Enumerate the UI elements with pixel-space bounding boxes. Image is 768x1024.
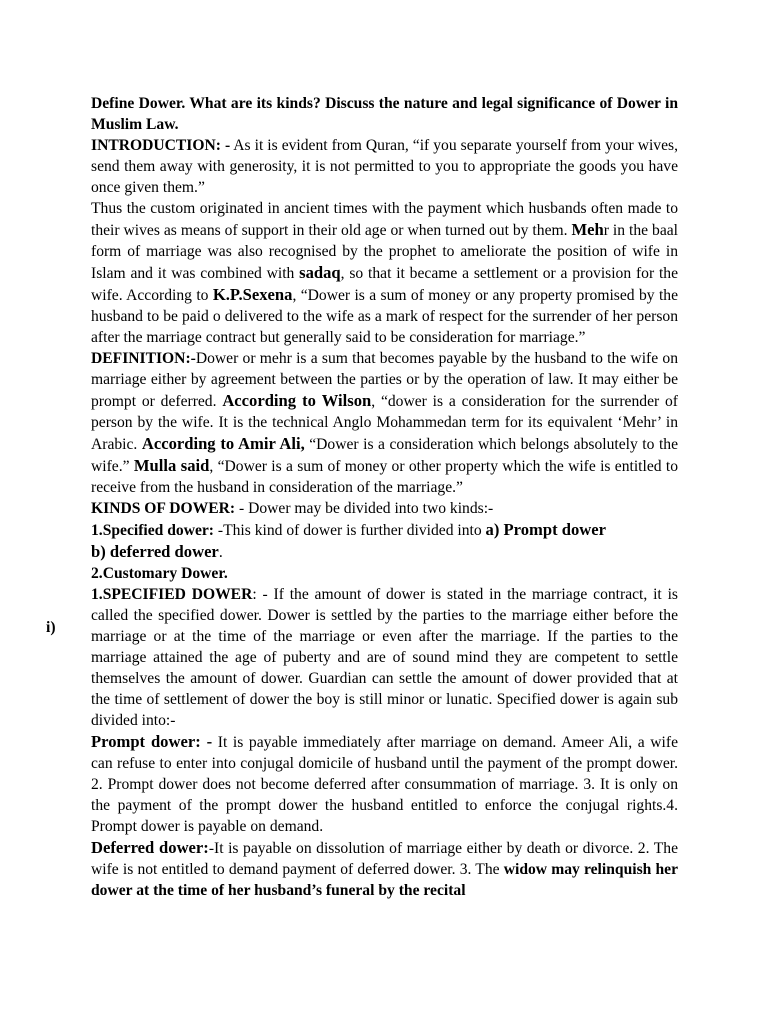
definition-heading: DEFINITION:- [91,350,196,367]
specified-dower-heading: 1.SPECIFIED DOWER [91,586,253,603]
deferred-dower-paragraph: Deferred dower:-It is payable on dissolution of marriage either by death or divorce. 2. The wife is not entitled to demand payment of deferred dower. 3. The widow may relinquish her dower at the time of her husband’s funeral by the recital [91,838,679,899]
list-marker: i) [46,619,56,636]
specified-dower-kind: 1.Specified dower: -This kind of dower is further divided into a) Prompt dower b) deferred dower. [91,520,606,561]
deferred-dower-heading: Deferred dower: [91,838,209,857]
introduction-paragraph: INTRODUCTION: - As it is evident from Quran, “if you separate yourself from your wives, send them away with generosity, it is not permitted to you to appropriate the goods you have once given them.” [91,137,678,196]
prompt-dower-heading: Prompt dower: - [91,732,213,751]
kinds-heading: KINDS OF DOWER: [91,500,236,517]
custom-paragraph: Thus the custom originated in ancient times with the payment which husbands often made to their wives as means of support in their old age or when turned out by them. Mehr in the baal form of marriage was also recognised by the prophet to ameliorate the position of wife in Islam and it was combined with sadaq, so that it became a settlement or a provision for the wife. According to K.P.Sexena, “Dower is a sum of money or any property promised by the husband to be paid o delivered to the wife as a mark of respect for the surrender of her person after the marriage contract but generally said to be consideration for marriage.” [91,200,678,346]
prompt-dower-paragraph: Prompt dower: - It is payable immediately after marriage on demand. Ameer Ali, a wife can refuse to enter into conjugal domicile of husband until the payment of the prompt dower. 2. Prompt dower does not become deferred after consummation of marriage. 3. It is only on the payment of the prompt dower the husband entitled to enforce the conjugal rights.4. Prompt dower is payable on demand. [91,732,678,835]
customary-dower-kind: 2.Customary Dower. [91,565,228,582]
kinds-paragraph: KINDS OF DOWER: - Dower may be divided into two kinds:- [91,500,494,517]
specified-dower-paragraph: 1.SPECIFIED DOWER: - If the amount of dower is stated in the marriage contract, it is called the specified dower. Dower is settled by the parties to the marriage either before the marriage or at the time of the marriage or even after the marriage. If the parties to the marriage attained the age of puberty and are of sound mind they are competent to settle themselves the amount of dower. Guardian can settle the amount of dower provided that at the time of settlement of dower the boy is still minor or lunatic. Specified dower is again sub divided into:- [91,586,678,729]
definition-paragraph: DEFINITION:-Dower or mehr is a sum that becomes payable by the husband to the wife on marriage either by agreement between the parties or by the operation of law. It may either be prompt or deferred. According to Wilson, “dower is a consideration for the surrender of person by the wife. It is the technical Anglo Mohammedan term for its equivalent ‘Mehr’ in Arabic. According to Amir Ali, “Dower is a consideration which belongs absolutely to the wife.” Mulla said, “Dower is a sum of money or other property which the wife is entitled to receive from the husband in consideration of the marriage.” [91,350,678,496]
document-title: Define Dower. What are its kinds? Discuss the nature and legal significance of Dower in Muslim Law. [91,95,678,133]
document-page [91,93,678,901]
introduction-heading: INTRODUCTION: - [91,137,231,154]
